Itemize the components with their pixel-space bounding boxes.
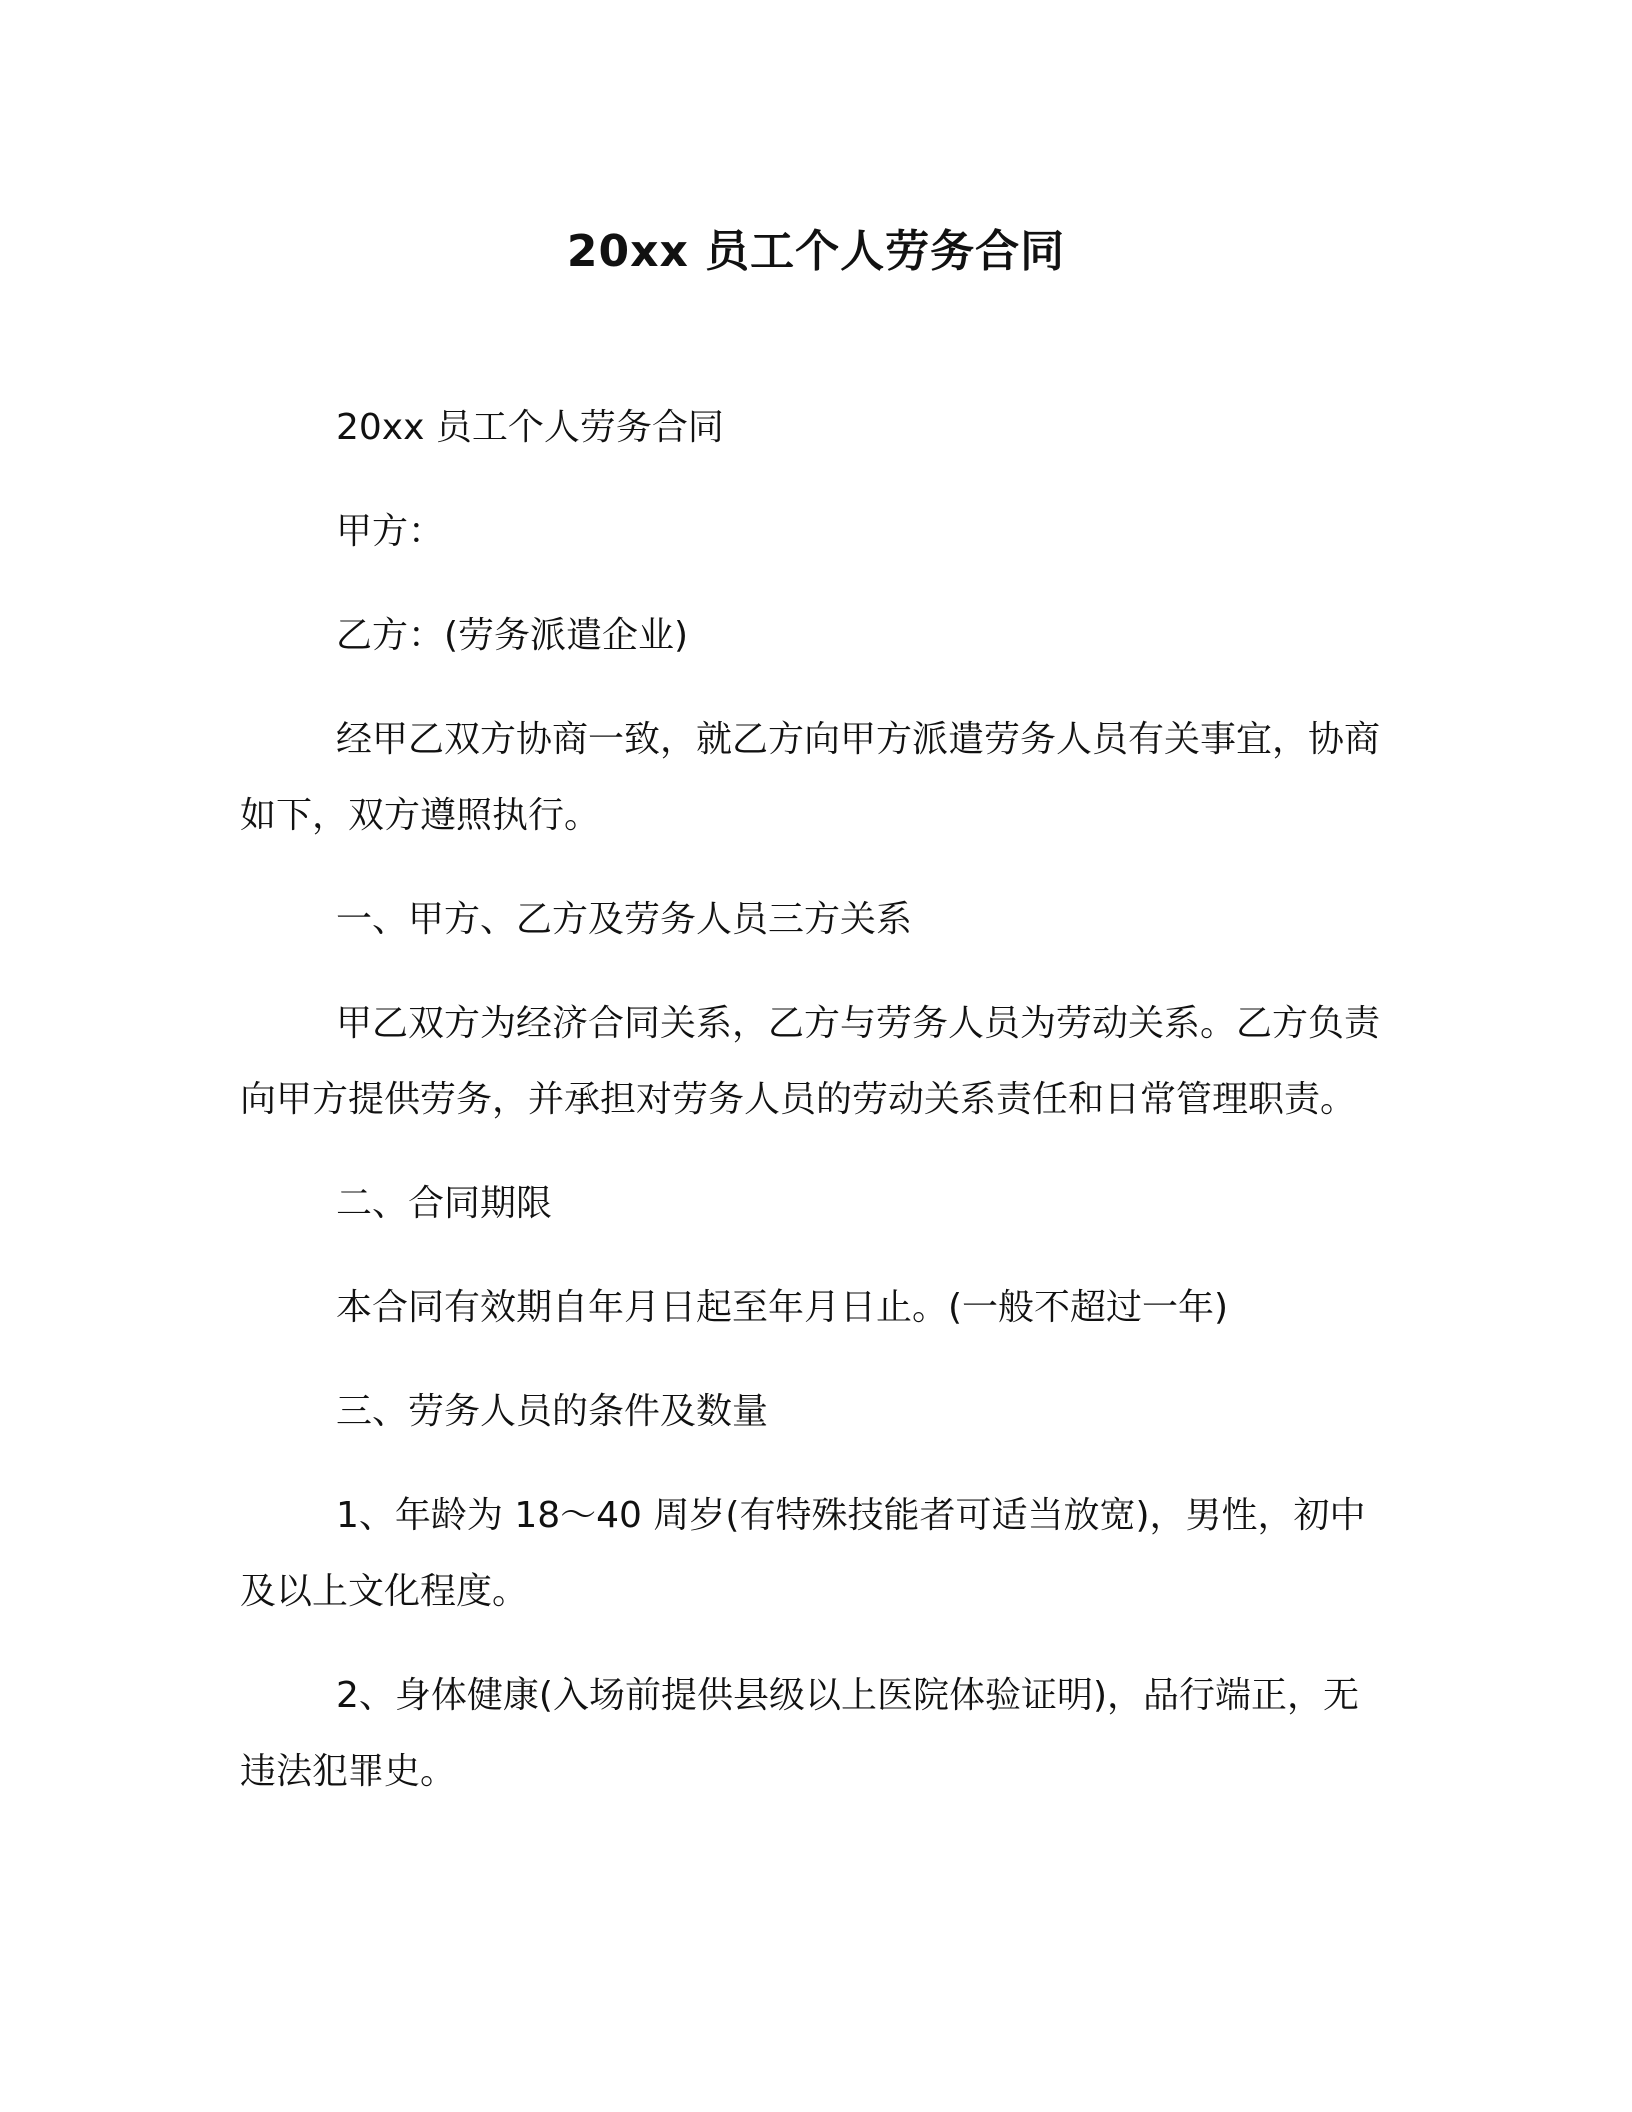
section-heading-2: 二、合同期限 bbox=[336, 1183, 553, 1224]
paragraph-relationship: 甲乙双方为经济合同关系，乙方与劳务人员为劳动关系。乙方负责向甲方提供劳务，并承担对劳务人员的劳动关系责任和日常管理职责。 bbox=[240, 1003, 1381, 1120]
document-title: 20xx 员工个人劳务合同 bbox=[566, 226, 1066, 277]
section-heading-3: 三、劳务人员的条件及数量 bbox=[336, 1391, 769, 1432]
paragraph-term: 本合同有效期自年月日起至年月日止。(一般不超过一年) bbox=[336, 1287, 1229, 1328]
paragraph-item-2: 2、身体健康(入场前提供县级以上医院体验证明)，品行端正，无违法犯罪史。 bbox=[240, 1675, 1359, 1792]
section-heading-1: 一、甲方、乙方及劳务人员三方关系 bbox=[336, 899, 913, 940]
paragraph-party-a: 甲方： bbox=[336, 511, 445, 552]
paragraph-item-1: 1、年龄为 18～40 周岁(有特殊技能者可适当放宽)，男性，初中及以上文化程度。 bbox=[240, 1495, 1366, 1612]
paragraph-subtitle: 20xx 员工个人劳务合同 bbox=[336, 407, 724, 448]
paragraph-preamble: 经甲乙双方协商一致，就乙方向甲方派遣劳务人员有关事宜，协商如下，双方遵照执行。 bbox=[240, 719, 1381, 836]
document-body bbox=[240, 390, 1380, 1838]
paragraph-party-b: 乙方：(劳务派遣企业) bbox=[336, 615, 689, 656]
